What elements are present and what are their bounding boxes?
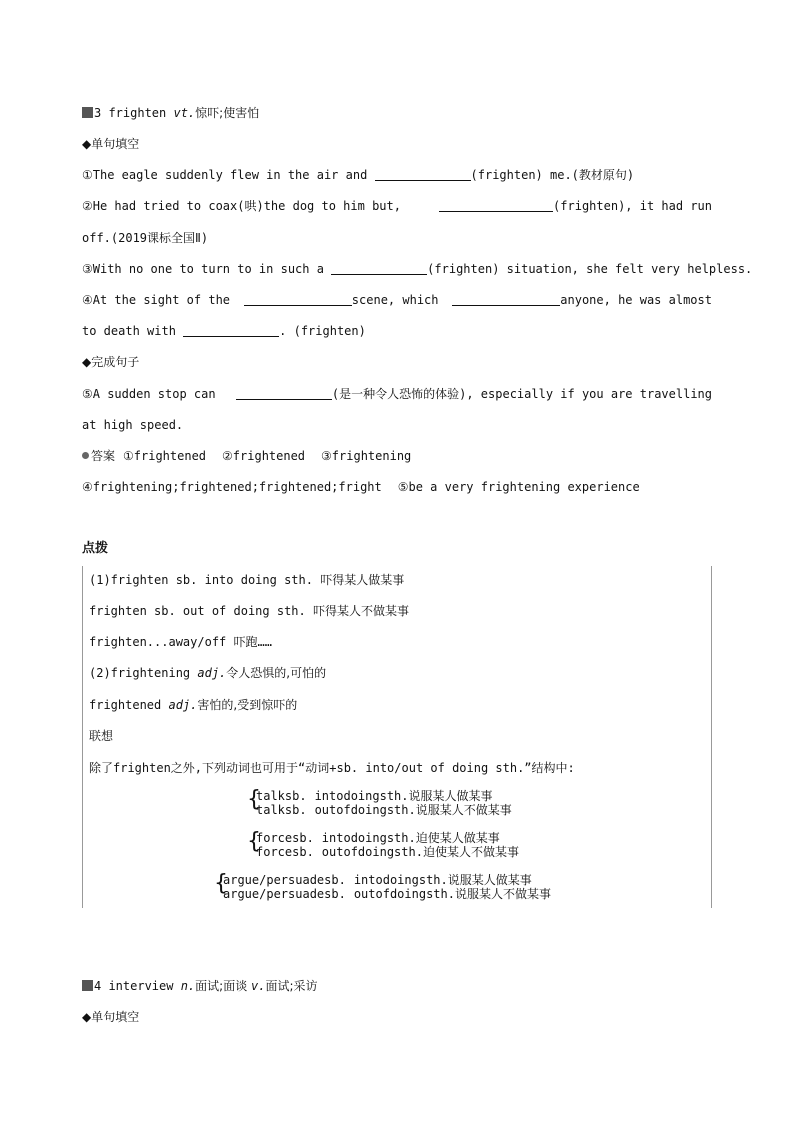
answer-blank[interactable] xyxy=(439,199,553,212)
fill-in-title-4: ◆单句填空 xyxy=(82,1010,140,1024)
answer-blank[interactable] xyxy=(331,262,427,275)
section-4-heading: 4 interview n.面试;面谈 v.面试;采访 xyxy=(82,978,318,994)
tips-box-left-border xyxy=(82,566,83,908)
answer-blank[interactable] xyxy=(244,293,352,306)
answer-line-2: ④frightening;frightened;frightened;fright ⑤be a very frightening experience xyxy=(82,480,640,494)
tips-title: 点拨 xyxy=(82,541,109,556)
question-4-continued: to death with . (frighten) xyxy=(82,324,366,338)
question-5: ⑤A sudden stop can (是一种令人恐怖的体验), especially if you are travelling xyxy=(82,387,712,401)
association-description: 除了frighten之外,下列动词也可用于“动词+sb. into/out of doing sth.”结构中: xyxy=(89,761,575,775)
complete-sentence-title: ◆完成句子 xyxy=(82,355,140,369)
tip-line-3: frighten...away/off 吓跑…… xyxy=(89,635,272,649)
question-4: ④At the sight of the scene, which anyone, he was almost xyxy=(82,293,712,307)
square-bullet-icon xyxy=(82,980,93,991)
association-title: 联想 xyxy=(89,729,114,743)
tip-line-5: frightened adj.害怕的,受到惊吓的 xyxy=(89,698,298,712)
talk-into-row: talksb. intodoingsth.说服某人做某事 xyxy=(256,789,493,803)
question-2: ②He had tried to coax(哄)the dog to him but, (frighten), it had run xyxy=(82,199,712,213)
left-brace-icon: { xyxy=(247,829,261,854)
tip-line-2: frighten sb. out of doing sth. 吓得某人不做某事 xyxy=(89,604,409,618)
tip-line-1: (1)frighten sb. into doing sth. 吓得某人做某事 xyxy=(89,573,405,587)
left-brace-icon: { xyxy=(214,871,228,896)
tip-line-4: (2)frightening adj.令人恐惧的,可怕的 xyxy=(89,666,327,680)
answer-blank[interactable] xyxy=(375,168,471,181)
left-brace-icon: { xyxy=(247,787,261,812)
question-2-continued: off.(2019课标全国Ⅱ) xyxy=(82,231,209,245)
question-1: ①The eagle suddenly flew in the air and (frighten) me.(教材原句) xyxy=(82,168,635,182)
tips-box-right-border xyxy=(711,566,712,908)
answer-blank[interactable] xyxy=(183,324,279,337)
question-5-continued: at high speed. xyxy=(82,418,184,432)
answer-blank[interactable] xyxy=(236,387,332,400)
force-into-row: forcesb. intodoingsth.迫使某人做某事 xyxy=(256,831,500,845)
question-3: ③With no one to turn to in such a (frighten) situation, she felt very helpless. xyxy=(82,262,753,276)
square-bullet-icon xyxy=(82,107,93,118)
answer-marker-icon xyxy=(82,452,89,459)
answer-line-1: 答案 ①frightened ②frightened ③frightening xyxy=(82,448,411,464)
talk-out-row: talksb. outofdoingsth.说服某人不做某事 xyxy=(256,803,512,817)
persuade-into-row: argue/persuadesb. intodoingsth.说服某人做某事 xyxy=(223,873,532,887)
force-out-row: forcesb. outofdoingsth.迫使某人不做某事 xyxy=(256,845,519,859)
answer-blank[interactable] xyxy=(452,293,560,306)
fill-in-title: ◆单句填空 xyxy=(82,137,140,151)
persuade-out-row: argue/persuadesb. outofdoingsth.说服某人不做某事 xyxy=(223,887,551,901)
section-3-heading: 3 frighten vt.惊吓;使害怕 xyxy=(82,105,259,121)
